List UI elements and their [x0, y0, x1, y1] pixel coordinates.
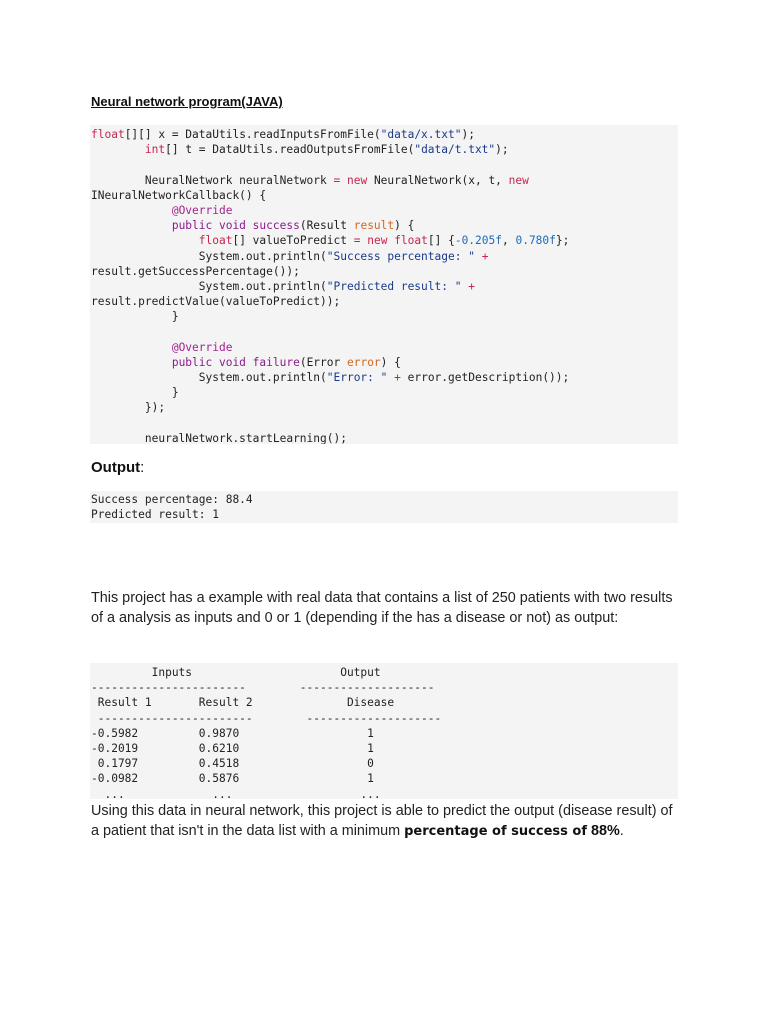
code-text: error.getDescription());: [400, 371, 570, 384]
code-indent: [91, 234, 199, 247]
code-text: [][] x = DataUtils.readInputsFromFile(: [124, 128, 381, 141]
code-number: 0.780f: [515, 234, 556, 248]
code-string: "Predicted result: ": [326, 279, 462, 293]
output-line: Success percentage: 88.4: [91, 493, 253, 506]
table-row: -0.2019 0.6210 1: [91, 741, 374, 755]
code-annotation: @Override: [171, 340, 233, 354]
code-space: [340, 174, 347, 187]
output-code-block: [90, 491, 678, 523]
code-line-4: [91, 173, 678, 188]
code-keyword: public void: [171, 355, 246, 369]
code-keyword: new: [508, 173, 529, 187]
code-text: ,: [501, 234, 516, 248]
code-line-21: neuralNetwork.startLearning();: [91, 431, 347, 444]
code-line-2: [91, 142, 678, 157]
code-line-13: }: [91, 310, 179, 324]
code-keyword: float: [394, 234, 428, 248]
code-space: [246, 356, 253, 369]
table-line: Result 1 Result 2 Disease: [91, 696, 395, 710]
output-heading-text: Output: [91, 459, 141, 476]
table-row: 0.1797 0.4518 0: [91, 757, 374, 771]
code-line-10: result.getSuccessPercentage());: [91, 264, 300, 278]
code-text: System.out.println(: [91, 371, 327, 384]
table-row: -0.0982 0.5876 1: [91, 772, 374, 786]
code-line-5: INeuralNetworkCallback() {: [91, 188, 267, 202]
code-indent: [91, 204, 172, 217]
code-text: NeuralNetwork(x, t,: [367, 173, 509, 187]
code-string: "Success percentage: ": [326, 249, 475, 263]
code-line-blank: [91, 157, 678, 172]
code-keyword: float: [91, 128, 125, 141]
description-paragraph: This project has a example with real data that contains a list of 250 patients with two results of a analysis as inputs and 0 or 1 (depending if the has a disease or not) as output:: [91, 590, 673, 626]
output-line: Predicted result: 1: [91, 508, 219, 522]
code-text: [] {: [427, 234, 455, 248]
code-text: );: [495, 143, 509, 157]
code-argument: result: [353, 219, 395, 233]
table-row: ... ... ...: [91, 787, 381, 799]
code-line-11: [91, 279, 678, 294]
code-text: );: [461, 128, 475, 141]
code-argument: error: [346, 355, 381, 369]
code-line-8: [91, 233, 678, 248]
code-keyword: public void: [171, 219, 246, 233]
code-text: (Error: [299, 355, 347, 369]
code-text: System.out.println(: [91, 279, 327, 293]
code-line-blank: [91, 416, 678, 431]
code-operator: +: [468, 279, 475, 293]
code-operator: +: [394, 371, 401, 384]
code-space: [246, 219, 253, 232]
code-space: [475, 250, 482, 263]
code-line-6: [91, 203, 678, 218]
code-method: failure: [252, 355, 300, 369]
code-indent: [91, 341, 172, 354]
java-code-block: [90, 125, 678, 444]
code-text: ) {: [394, 219, 415, 233]
table-line: ----------------------- --------------------: [91, 711, 442, 725]
code-annotation: @Override: [171, 203, 233, 217]
code-text: NeuralNetwork neuralNetwork: [91, 173, 334, 187]
conclusion-bold-percentage: 88%: [590, 823, 620, 839]
document-title: Neural network program(JAVA): [91, 94, 283, 109]
data-table-block: [90, 663, 678, 799]
code-keyword: new: [367, 234, 388, 248]
code-operator: =: [333, 173, 341, 187]
table-line: Inputs Output: [91, 666, 381, 679]
output-heading-colon: :: [140, 459, 145, 476]
code-text: ) {: [380, 355, 401, 369]
code-method: success: [252, 219, 300, 233]
code-keyword: float: [198, 234, 233, 248]
code-text: (Result: [299, 219, 354, 233]
code-keyword: int: [144, 143, 166, 157]
conclusion-bold-text: percentage of success of: [404, 824, 587, 839]
code-text: [] t = DataUtils.readOutputsFromFile(: [165, 143, 415, 157]
code-keyword: new: [346, 173, 368, 187]
code-line-7: [91, 218, 678, 233]
code-string: "Error: ": [326, 371, 388, 384]
output-heading: [91, 459, 144, 476]
conclusion-end: .: [619, 823, 624, 839]
conclusion-paragraph: [91, 801, 681, 842]
code-operator: +: [481, 249, 489, 263]
code-number: -0.205f: [454, 234, 502, 248]
code-line-18: }: [91, 386, 179, 400]
code-text: [] valueToPredict: [232, 234, 354, 248]
code-line-12: result.predictValue(valueToPredict));: [91, 295, 341, 309]
conclusion-text: Using this data in neural network, this project is able to predict the output (disease result) of a patient that isn't in the data list with a minimum: [91, 803, 673, 839]
code-line-1: [91, 127, 678, 142]
code-line-19: });: [91, 401, 166, 415]
code-line-15: [91, 340, 678, 355]
code-indent: [91, 356, 172, 369]
code-line-16: [91, 355, 678, 370]
code-indent: [91, 143, 145, 156]
code-operator: =: [353, 234, 361, 248]
code-line-17: [91, 370, 678, 385]
code-indent: [91, 219, 172, 232]
code-string: "data/t.txt": [414, 143, 496, 157]
code-string: "data/x.txt": [380, 128, 462, 141]
code-text: System.out.println(: [91, 249, 327, 263]
code-line-9: [91, 249, 678, 264]
code-line-blank: [91, 324, 678, 339]
table-row: -0.5982 0.9870 1: [91, 726, 374, 740]
table-line: ----------------------- --------------------: [91, 681, 435, 695]
code-text: };: [555, 234, 570, 248]
